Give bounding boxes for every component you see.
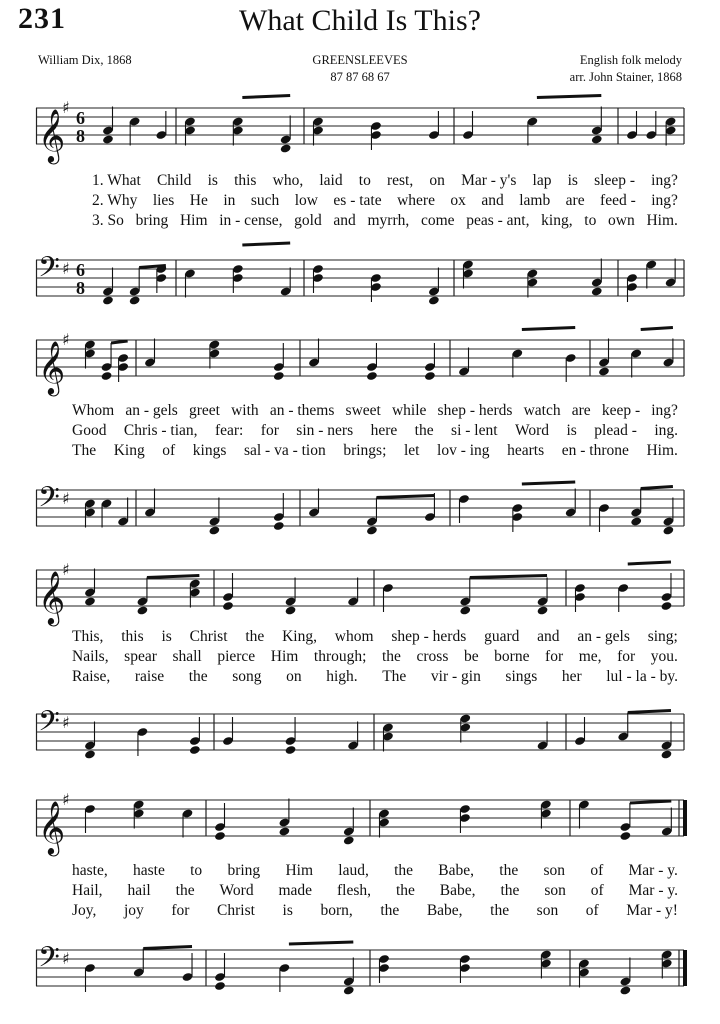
lyric-syllable: Mar - y! — [626, 902, 678, 919]
lyric-syllable: lov - ing — [437, 442, 490, 459]
lyric-syllable: greet — [188, 402, 220, 419]
sharp-icon: ♯ — [62, 713, 70, 732]
lyric-syllable: Child — [156, 172, 192, 189]
music-system-4 — [36, 790, 684, 1012]
verse-line-3 — [36, 212, 684, 232]
lyric-syllable: Raise, — [72, 668, 111, 685]
lyric-syllable: the — [490, 902, 510, 919]
beam — [522, 328, 575, 330]
beam — [522, 482, 575, 484]
lyric-syllable: for — [260, 422, 279, 439]
lyric-syllable: ing? — [651, 402, 678, 419]
lyric-syllable: son — [543, 862, 566, 879]
verse-line-3 — [36, 668, 684, 688]
verse-line-2 — [36, 422, 684, 442]
lyric-syllable: brings; — [343, 442, 387, 459]
lyric-syllable: this — [234, 172, 257, 189]
lyric-syllable: of — [590, 882, 604, 899]
treble-staff — [36, 330, 684, 394]
lyric-syllable: es - tate — [333, 192, 382, 209]
lyricist: William Dix, 1868 — [38, 53, 132, 67]
note-head — [591, 134, 603, 144]
lyric-syllable: whom — [334, 628, 374, 645]
bass-clef-icon: 𝄢 — [38, 941, 60, 981]
beam — [289, 942, 353, 944]
lyric-syllable: Mar - y. — [628, 882, 678, 899]
beam — [111, 341, 128, 343]
treble-clef-icon: 𝄞 — [38, 570, 66, 624]
verse-line-1 — [36, 402, 684, 422]
verse-line-3 — [36, 902, 684, 922]
lyric-syllable: sings — [505, 668, 538, 685]
lyric-syllable: 1. What — [92, 172, 141, 189]
beam — [630, 801, 671, 803]
lyric-syllable: of — [590, 862, 604, 879]
bass-staff — [36, 480, 684, 540]
lyric-syllable: son — [536, 902, 559, 919]
lyric-syllable: Him — [179, 212, 208, 229]
lyric-syllable: keep - — [601, 402, 641, 419]
lyric-syllable: the — [499, 862, 519, 879]
lyric-syllable: borne — [494, 648, 530, 665]
lyric-syllable: in - cense, — [219, 212, 283, 229]
lyric-syllable: who, — [272, 172, 304, 189]
lyric-syllable: an - gels — [577, 628, 630, 645]
note-head — [189, 745, 201, 755]
note-head — [343, 985, 355, 995]
music-system-3 — [36, 560, 684, 782]
lyric-syllable: are — [571, 402, 591, 419]
note-head — [591, 286, 603, 296]
lyric-syllable: me, — [578, 648, 602, 665]
lyric-syllable: haste — [133, 862, 165, 879]
lyric-syllable: the — [380, 902, 400, 919]
note-head — [214, 981, 226, 991]
verse-line-1 — [36, 628, 684, 648]
note-head — [285, 745, 297, 755]
lyric-syllable: en - throne — [561, 442, 629, 459]
sharp-icon: ♯ — [62, 949, 70, 968]
lyric-syllable: are — [565, 192, 585, 209]
note-head — [273, 521, 285, 531]
note-head — [102, 295, 114, 305]
lyric-syllable: the — [414, 422, 434, 439]
beam — [242, 96, 290, 98]
note-head — [630, 516, 642, 526]
time-signature-top: 6 — [76, 260, 85, 280]
verse-line-1 — [36, 172, 684, 192]
bass-clef-icon: 𝄢 — [38, 481, 60, 521]
lyric-syllable: King — [113, 442, 145, 459]
lyric-syllable: bring — [135, 212, 169, 229]
time-signature-bottom: 8 — [76, 126, 85, 146]
lyric-syllable: joy — [123, 902, 144, 919]
sharp-icon: ♯ — [62, 790, 70, 809]
treble-clef-icon: 𝄞 — [38, 108, 66, 162]
bass-clef-icon: 𝄢 — [38, 705, 60, 745]
lyric-syllable: Word — [514, 422, 550, 439]
note-head — [366, 371, 378, 381]
tune-name: GREENSLEEVES — [312, 53, 408, 67]
lyric-syllable: son — [544, 882, 566, 899]
lyric-syllable: Him — [285, 862, 313, 879]
lyric-syllable: for — [545, 648, 564, 665]
lyric-syllable: through; — [313, 648, 367, 665]
lyric-syllable: such — [250, 192, 280, 209]
beam — [376, 496, 434, 498]
lyric-syllable: here — [370, 422, 398, 439]
lyric-syllable: Him. — [646, 212, 678, 229]
note-head — [343, 835, 355, 845]
lyric-syllable: peas - ant, — [466, 212, 530, 229]
lyric-syllable: Hail, — [72, 882, 103, 899]
bass-staff — [36, 250, 684, 310]
lyric-syllable: kings — [192, 442, 227, 459]
lyric-syllable: sing; — [647, 628, 678, 645]
lyric-syllable: Babe, — [426, 902, 463, 919]
beam — [641, 328, 673, 330]
lyric-syllable: where — [397, 192, 435, 209]
verse-line-3 — [36, 442, 684, 462]
lyric-syllable: is — [566, 422, 577, 439]
note-head — [129, 295, 141, 305]
lyric-syllable: laud, — [338, 862, 369, 879]
lyric-syllable: Christ — [189, 628, 228, 645]
lyric-syllable: Him. — [646, 442, 678, 459]
note-head — [661, 601, 673, 611]
lyric-syllable: He — [189, 192, 208, 209]
lyric-syllable: laid — [319, 172, 343, 189]
lyric-syllable: sleep - — [594, 172, 636, 189]
note-head — [208, 525, 220, 535]
lyric-syllable: flesh, — [337, 882, 372, 899]
sharp-icon: ♯ — [62, 98, 70, 117]
lyric-syllable: and — [481, 192, 504, 209]
final-barline — [683, 950, 687, 986]
music-source: English folk melody — [579, 53, 682, 67]
note-head — [101, 371, 113, 381]
lyric-syllable: Him — [270, 648, 299, 665]
treble-clef-icon: 𝄞 — [38, 800, 66, 854]
lyric-syllable: rest, — [386, 172, 414, 189]
lyric-syllable: plead - — [594, 422, 637, 439]
hymn-number: 231 — [18, 2, 66, 35]
lyric-syllable: the — [245, 628, 265, 645]
lyric-syllable: Mar - y. — [628, 862, 678, 879]
lyric-syllable: this — [121, 628, 144, 645]
time-signature-bottom: 8 — [76, 278, 85, 298]
music-credit — [570, 52, 682, 86]
lyric-syllable: sal - va - tion — [243, 442, 326, 459]
lyric-syllable: be — [463, 648, 479, 665]
lyric-syllable: Christ — [217, 902, 255, 919]
lyric-syllable: song — [232, 668, 262, 685]
sharp-icon: ♯ — [62, 560, 70, 579]
lyric-syllable: to — [190, 862, 203, 879]
verse-line-1 — [36, 862, 684, 882]
lyric-syllable: ox — [450, 192, 466, 209]
note-head — [102, 134, 114, 144]
lyric-syllable: watch — [523, 402, 561, 419]
note-head — [366, 525, 378, 535]
lyric-syllable: Chris - tian, — [123, 422, 198, 439]
bass-staff — [36, 940, 684, 1000]
lyric-syllable: an - thems — [269, 402, 335, 419]
arranger: arr. John Stainer, 1868 — [569, 70, 682, 84]
lyric-syllable: born, — [320, 902, 353, 919]
lyric-syllable: feed - — [600, 192, 636, 209]
lyric-syllable: Nails, — [72, 648, 109, 665]
note-head — [537, 605, 549, 615]
lyric-syllable: to — [584, 212, 597, 229]
lyric-syllable: si - lent — [451, 422, 498, 439]
lyric-syllable: of — [585, 902, 599, 919]
lyric-syllable: vir - gin — [430, 668, 481, 685]
lyric-syllable: you. — [650, 648, 678, 665]
lyric-syllable: of — [162, 442, 176, 459]
lyric-syllable: is — [567, 172, 578, 189]
music-system-2 — [36, 330, 684, 552]
lyric-syllable: is — [161, 628, 172, 645]
lyric-syllable: shep - herds — [437, 402, 513, 419]
lyric-syllable: own — [608, 212, 635, 229]
beam — [537, 96, 601, 98]
lyric-syllable: King, — [282, 628, 317, 645]
bass-staff — [36, 704, 684, 764]
lyric-syllable: is — [207, 172, 218, 189]
lyric-syllable: Mar - y's — [461, 172, 517, 189]
lyric-syllable: made — [278, 882, 313, 899]
lyric-syllable: hail — [127, 882, 151, 899]
lyric-syllable: Whom — [72, 402, 115, 419]
lyric-syllable: lies — [152, 192, 175, 209]
lyric-syllable: and — [333, 212, 356, 229]
lyric-syllable: the — [395, 882, 415, 899]
final-barline — [683, 800, 687, 836]
hymn-title: What Child Is This? — [239, 4, 481, 37]
lyric-syllable: the — [175, 882, 195, 899]
lyric-syllable: Good — [72, 422, 107, 439]
bass-clef-icon: 𝄢 — [38, 251, 60, 291]
lyric-syllable: shep - herds — [391, 628, 467, 645]
lyric-syllable: with — [231, 402, 259, 419]
lyric-syllable: The — [382, 668, 407, 685]
note-head — [137, 605, 149, 615]
lyric-syllable: 3. So — [92, 212, 124, 229]
lyric-syllable: while — [391, 402, 427, 419]
note-head — [278, 826, 290, 836]
lyric-syllable: bring — [227, 862, 261, 879]
treble-clef-icon: 𝄞 — [38, 340, 66, 394]
lyric-syllable: her — [561, 668, 582, 685]
lyric-syllable: cross — [416, 648, 449, 665]
lyric-syllable: for — [171, 902, 190, 919]
lyric-syllable: lul - la - by. — [606, 668, 678, 685]
lyric-syllable: myrrh, — [367, 212, 410, 229]
lyric-syllable: Babe, — [439, 882, 476, 899]
note-head — [84, 749, 96, 759]
lyric-syllable: high. — [326, 668, 358, 685]
lyric-syllable: and — [537, 628, 560, 645]
lyric-syllable: lap — [532, 172, 552, 189]
note-head — [598, 366, 610, 376]
lyric-syllable: on — [429, 172, 445, 189]
lyric-syllable: Joy, — [72, 902, 97, 919]
lyric-syllable: is — [282, 902, 293, 919]
lyric-syllable: spear — [124, 648, 157, 665]
lyric-syllable: for — [617, 648, 636, 665]
verse-line-2 — [36, 882, 684, 902]
note-head — [428, 295, 440, 305]
beam — [641, 487, 673, 489]
lyric-syllable: hearts — [507, 442, 545, 459]
lyric-syllable: sweet — [345, 402, 381, 419]
lyric-syllable: in — [223, 192, 236, 209]
note-head — [285, 605, 297, 615]
beam — [628, 711, 671, 713]
beam — [242, 243, 290, 245]
sharp-icon: ♯ — [62, 489, 70, 508]
treble-staff — [36, 560, 684, 624]
lyric-syllable: ing? — [651, 192, 678, 209]
lyric-syllable: the — [394, 862, 414, 879]
note-head — [273, 371, 285, 381]
note-head — [84, 596, 96, 606]
lyric-syllable: to — [358, 172, 371, 189]
treble-staff — [36, 98, 684, 162]
note-head — [424, 371, 436, 381]
time-signature-top: 6 — [76, 108, 85, 128]
note-head — [661, 749, 673, 759]
beam — [147, 576, 199, 578]
lyric-syllable: the — [188, 668, 208, 685]
lyric-syllable: raise — [134, 668, 165, 685]
lyric-syllable: pierce — [217, 648, 256, 665]
lyric-syllable: lamb — [519, 192, 551, 209]
lyric-syllable: the — [382, 648, 401, 665]
note-head — [214, 831, 226, 841]
music-system-1 — [36, 98, 684, 320]
lyric-syllable: fear: — [214, 422, 244, 439]
lyric-syllable: sin - ners — [296, 422, 354, 439]
lyric-syllable: come — [420, 212, 455, 229]
lyric-syllable: let — [403, 442, 420, 459]
lyric-syllable: gold — [294, 212, 322, 229]
beam — [143, 947, 192, 949]
lyric-syllable: ing? — [651, 172, 678, 189]
note-head — [459, 605, 471, 615]
lyric-syllable: king, — [541, 212, 573, 229]
verse-line-2 — [36, 648, 684, 668]
lyric-syllable: Word — [219, 882, 254, 899]
lyric-syllable: Babe, — [438, 862, 475, 879]
treble-staff — [36, 790, 684, 854]
meter: 87 87 68 67 — [330, 70, 390, 84]
lyric-syllable: guard — [484, 628, 520, 645]
lyric-syllable: low — [294, 192, 318, 209]
beam — [628, 562, 671, 564]
lyric-syllable: haste, — [72, 862, 108, 879]
lyric-syllable: The — [72, 442, 97, 459]
beam — [470, 576, 547, 578]
note-head — [280, 143, 292, 153]
lyric-syllable: ing. — [654, 422, 678, 439]
sharp-icon: ♯ — [62, 259, 70, 278]
note-head — [619, 831, 631, 841]
note-head — [662, 525, 674, 535]
sharp-icon: ♯ — [62, 330, 70, 349]
lyric-syllable: on — [286, 668, 302, 685]
lyric-syllable: the — [500, 882, 520, 899]
verse-line-2 — [36, 192, 684, 212]
lyric-syllable: shall — [172, 648, 202, 665]
lyric-syllable: This, — [72, 628, 104, 645]
lyric-syllable: an - gels — [125, 402, 178, 419]
lyric-syllable: 2. Why — [92, 192, 138, 209]
note-head — [222, 601, 234, 611]
note-head — [619, 985, 631, 995]
